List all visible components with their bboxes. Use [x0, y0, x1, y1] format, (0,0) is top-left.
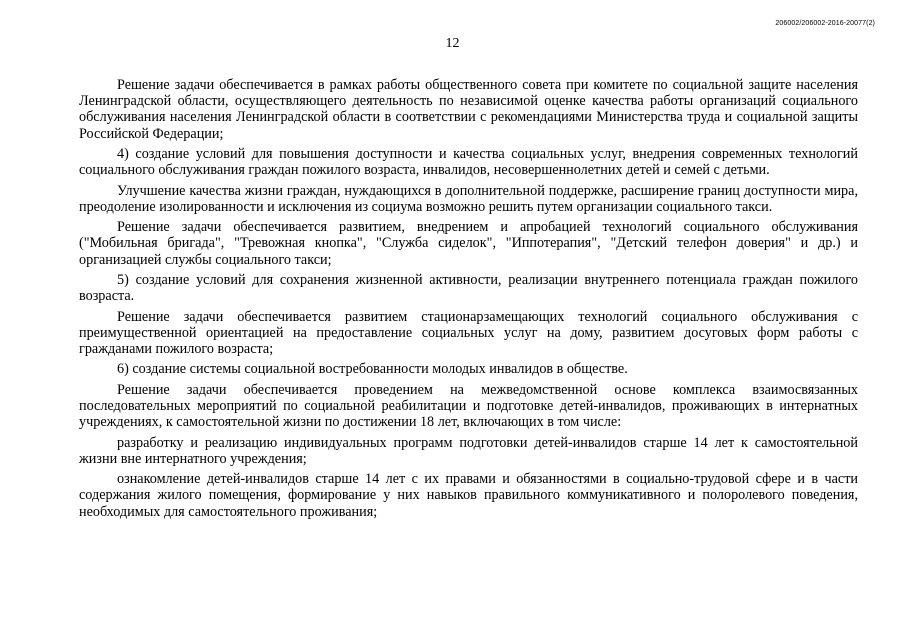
document-id: 206002/206002-2016-20077(2) — [775, 20, 875, 27]
paragraph: Решение задачи обеспечивается развитием стационарзамещающих технологий социального обслуживания с преимущественной ориентацией на предоставление социальных услуг на дому, развитием досуговых форм работы с гражданами пожилого возраста; — [79, 308, 858, 357]
paragraph: ознакомление детей-инвалидов старше 14 лет с их правами и обязанностями в социально-трудовой сфере и в части содержания жилого помещения, формирование у них навыков правильного коммуникативного и полоролевого поведения, необходимых для самостоятельного проживания; — [79, 471, 858, 520]
document-body — [79, 77, 858, 524]
paragraph: Решение задачи обеспечивается в рамках работы общественного совета при комитете по социальной защите населения Ленинградской области, осуществляющего деятельность по независимой оценке качества работы организаций социального обслуживания населения Ленинградской области в соответствии с рекомендациями Министерства труда и социальной защиты Российской Федерации; — [79, 77, 858, 142]
paragraph: разработку и реализацию индивидуальных программ подготовки детей-инвалидов старше 14 лет к самостоятельной жизни вне интернатного учреждения; — [79, 434, 858, 467]
paragraph: 6) создание системы социальной востребованности молодых инвалидов в обществе. — [117, 361, 628, 378]
paragraph: Решение задачи обеспечивается развитием, внедрением и апробацией технологий социального обслуживания ("Мобильная бригада", "Тревожная кнопка", "Служба сиделок", "Иппотерапия", "Детский телефон доверия" и др.) и организацией службы социального такси; — [79, 219, 858, 268]
paragraph: 4) создание условий для повышения доступности и качества социальных услуг, внедрения современных технологий социального обслуживания граждан пожилого возраста, инвалидов, несовершеннолетних детей и семей с детьми. — [79, 146, 858, 179]
paragraph: Решение задачи обеспечивается проведением на межведомственной основе комплекса взаимосвязанных последовательных мероприятий по социальной реабилитации и подготовке детей-инвалидов, проживающих в интернатных учреждениях, к самостоятельной жизни по достижении 18 лет, включающих в том числе: — [79, 381, 858, 431]
paragraph: 5) создание условий для сохранения жизненной активности, реализации внутреннего потенциала граждан пожилого возраста. — [79, 271, 858, 305]
page-number: 12 — [445, 36, 460, 51]
paragraph: Улучшение качества жизни граждан, нуждающихся в дополнительной поддержке, расширение границ доступности мира, преодоление изолированности и исключения из социума возможно решить путем организации социального такси. — [79, 182, 858, 215]
